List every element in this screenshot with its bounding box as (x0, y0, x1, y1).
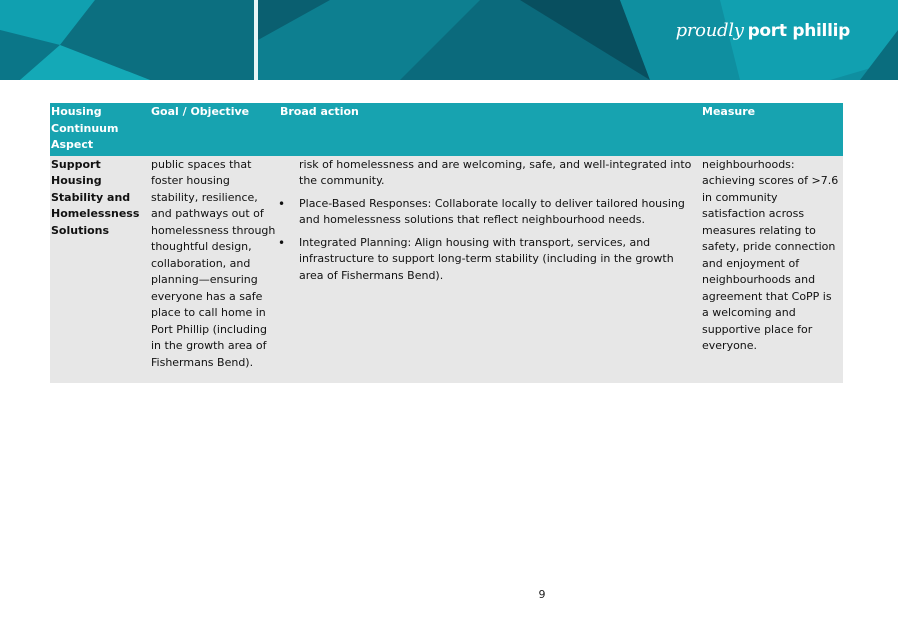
housing-plan-table (50, 103, 843, 383)
cell-aspect: Support Housing Stability and Homelessness Solutions (50, 156, 150, 384)
action-list (280, 157, 699, 285)
header-measure: Measure (701, 103, 843, 156)
cell-goal: public spaces that foster housing stability, resilience, and pathways out of homelessness through thoughtful design, collaboration, and planning—ensuring everyone has a safe place to call home in Port Phillip (including in the growth area of Fishermans Bend). (150, 156, 279, 384)
table-header-row (50, 103, 843, 156)
header-housing-continuum-aspect: Housing Continuum Aspect (50, 103, 150, 156)
logo-script-text: proudly (675, 20, 744, 41)
action-item: • Place-Based Responses: Collaborate locally to deliver tailored housing and homelessness solutions that reflect neighbourhood needs. (299, 196, 699, 229)
header-goal-objective: Goal / Objective (150, 103, 279, 156)
logo-text: port phillip (747, 21, 850, 41)
cell-broad-action (279, 156, 701, 384)
table-row (50, 156, 843, 384)
header-broad-action: Broad action (279, 103, 701, 156)
brand-logo (676, 20, 850, 41)
action-item: • Integrated Planning: Align housing with transport, services, and infrastructure to support long-term stability (including in the growth area of Fishermans Bend). (299, 235, 699, 285)
page-number: 9 (538, 588, 546, 601)
header-banner (0, 0, 898, 80)
action-item: risk of homelessness and are welcoming, safe, and well-integrated into the community. (299, 157, 692, 187)
cell-measure: neighbourhoods: achieving scores of >7.6 in community satisfaction across measures relating to safety, pride connection and enjoyment of neighbourhoods and agreement that CoPP is a welcoming and supportive place for everyone. (701, 156, 843, 384)
